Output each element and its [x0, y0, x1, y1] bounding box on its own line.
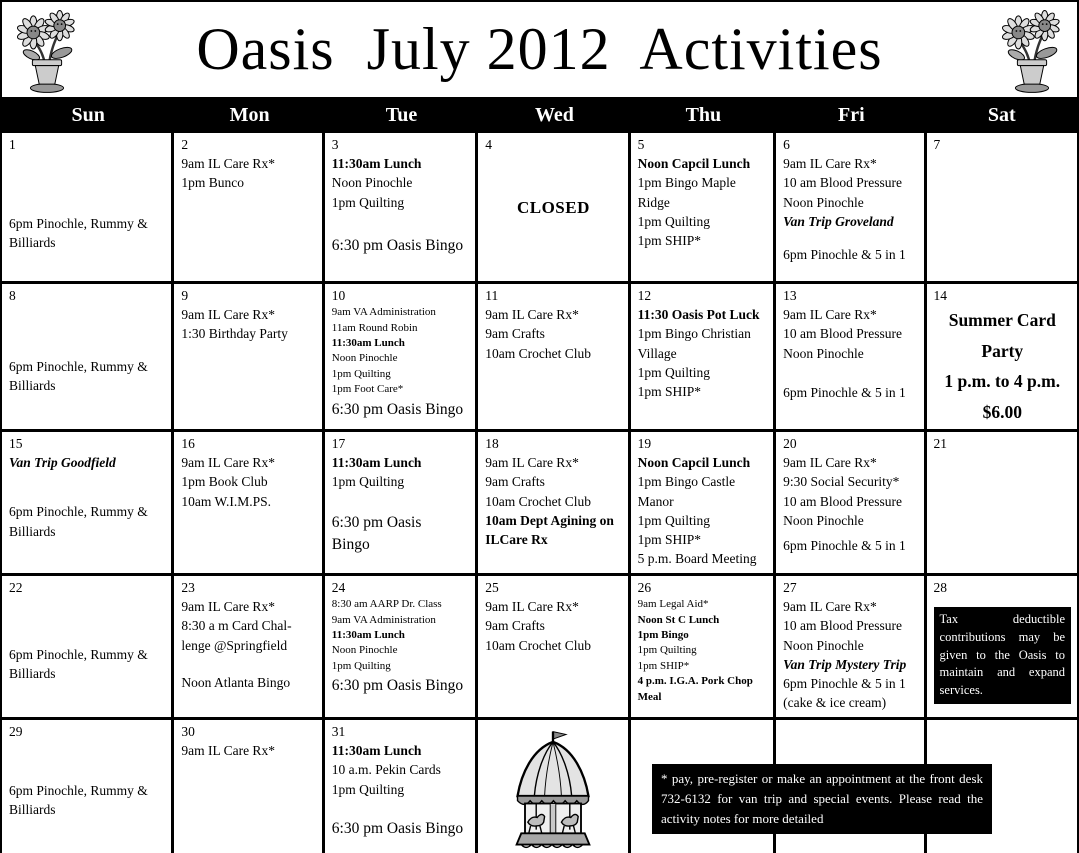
- event: Noon Pinochle: [331, 175, 413, 191]
- event: 1pm Bingo: [637, 629, 689, 641]
- calendar-cell-day-22: [2, 576, 174, 720]
- calendar-cell-day-5: [631, 133, 776, 284]
- calendar-cell-day-6: [776, 133, 926, 284]
- day-number: 27: [783, 580, 797, 595]
- day-number: 2: [181, 137, 189, 152]
- event: 9am IL Care Rx*: [181, 599, 275, 615]
- calendar-cell-day-1: [2, 133, 174, 284]
- event: 6:30 pm Oasis Bingo: [331, 513, 422, 553]
- event: Noon Pinochle: [783, 194, 864, 210]
- event: 6pm Pinochle & 5 in 1: [783, 537, 906, 553]
- event: (cake & ice cream): [783, 695, 887, 710]
- calendar-cell-day-4: [478, 133, 630, 284]
- event: Van Trip Mystery Trip: [783, 656, 907, 672]
- event: 9am IL Care Rx*: [181, 743, 275, 759]
- day-number: 11: [485, 288, 499, 303]
- spacer: [332, 799, 469, 817]
- event: 6pm Pinochle, Rummy & Billiards: [9, 647, 148, 682]
- event: 10 am Blood Pressure: [783, 493, 902, 509]
- event: 1pm SHIP*: [637, 383, 702, 399]
- calendar-cell-day-31: [325, 720, 478, 853]
- event: 6:30 pm Oasis Bingo: [331, 819, 464, 837]
- calendar-cell-day-9: [174, 284, 324, 432]
- calendar-cell-day-8: [2, 284, 174, 432]
- calendar-cell-day-30: [174, 720, 324, 853]
- event: 9am IL Care Rx*: [783, 599, 877, 615]
- event: 1pm Quilting: [331, 367, 391, 380]
- carousel-icon: [485, 727, 621, 852]
- calendar-cell-day-23: [174, 576, 324, 720]
- day-number: 15: [9, 436, 23, 451]
- event: 5 p.m. Board Meeting: [637, 551, 757, 566]
- spacer: [9, 154, 165, 214]
- event: 1pm SHIP*: [637, 232, 702, 248]
- event: 1pm Bingo Castle Manor: [637, 474, 736, 509]
- calendar-cell-day-3: [325, 133, 478, 284]
- event: 1pm Foot Care*: [331, 383, 404, 396]
- event: 9:30 Social Security*: [783, 474, 900, 490]
- calendar-cell-day-28: [927, 576, 1077, 720]
- event: 10 am Blood Pressure: [783, 618, 902, 634]
- event: 9am Legal Aid*: [637, 598, 709, 611]
- spacer: [9, 597, 165, 645]
- day-number: 6: [783, 137, 790, 152]
- day-number: 18: [485, 436, 499, 451]
- day-number: 9: [181, 288, 189, 303]
- event: Noon Pinochle: [331, 352, 398, 365]
- event: 9am IL Care Rx*: [485, 455, 579, 471]
- calendar-cell-day-17: [325, 432, 478, 576]
- event: 9am IL Care Rx*: [783, 455, 877, 471]
- calendar-cell-day-19: [631, 432, 776, 576]
- day-number: 5: [637, 137, 645, 152]
- event: 11:30am Lunch: [331, 629, 405, 641]
- event: 9am Crafts: [485, 474, 545, 490]
- day-number: 14: [933, 288, 948, 303]
- calendar-cell-day-15: [2, 432, 174, 576]
- event: 6:30 pm Oasis Bingo: [331, 677, 464, 695]
- event: 10am W.I.M.PS.: [181, 493, 271, 509]
- event: Van Trip Groveland: [783, 213, 894, 229]
- event: Noon Pinochle: [783, 345, 864, 361]
- event: Noon Pinochle: [331, 644, 398, 657]
- event: 11:30 Oasis Pot Luck: [637, 307, 760, 323]
- weekday-thu: Thu: [685, 103, 722, 126]
- event: 4 p.m. I.G.A. Pork Chop Meal: [637, 675, 753, 703]
- calendar-cell-day-10: [325, 284, 478, 432]
- event: 9am IL Care Rx*: [783, 307, 877, 323]
- event: Noon Capcil Lunch: [637, 156, 751, 172]
- day-number: 19: [637, 436, 652, 451]
- calendar-cell-day-21: [927, 432, 1077, 576]
- day-number: 30: [181, 724, 195, 739]
- calendar-cell-empty-r4c3: [478, 720, 630, 853]
- calendar-grid: [2, 133, 1077, 853]
- event: 6pm Pinochle, Rummy & Billiards: [9, 504, 148, 539]
- event: 10 a.m. Pekin Cards: [331, 762, 441, 778]
- event: 10am Crochet Club: [485, 637, 591, 653]
- event: 1pm Quilting: [331, 194, 405, 210]
- weekday-fri: Fri: [838, 103, 865, 126]
- event: 9am VA Administration: [331, 306, 436, 319]
- event: 1pm Bingo Christian Village: [637, 326, 751, 361]
- event: 9am IL Care Rx*: [485, 599, 579, 615]
- weekday-header-bar: [2, 97, 1077, 133]
- event: CLOSED: [516, 198, 590, 218]
- day-number: 4: [485, 137, 492, 152]
- masthead: [2, 2, 1077, 97]
- event: Tax deductible contributions may be given to the Oasis to maintain and expand services.: [934, 607, 1071, 704]
- event: 10am Crochet Club: [485, 493, 591, 509]
- calendar-cell-day-11: [478, 284, 630, 432]
- event: 1pm Quilting: [637, 644, 697, 657]
- event: 9am IL Care Rx*: [783, 156, 877, 172]
- spacer: [332, 212, 469, 234]
- event: 1:30 Birthday Party: [181, 326, 288, 342]
- event: Noon Pinochle: [783, 512, 864, 528]
- event: 8:30 am AARP Dr. Class: [331, 598, 442, 611]
- event: 6pm Pinochle, Rummy & Billiards: [9, 216, 148, 251]
- page-title: Oasis July 2012 Activities: [196, 16, 883, 82]
- event: 6:30 pm Oasis Bingo: [331, 400, 464, 418]
- day-number: 31: [331, 724, 346, 739]
- event: 9am IL Care Rx*: [181, 455, 275, 471]
- event: 11:30am Lunch: [331, 743, 422, 759]
- spacer: [9, 305, 165, 357]
- carousel-icon: [497, 727, 609, 852]
- event: 9am IL Care Rx*: [485, 307, 579, 323]
- day-number: 7: [933, 137, 941, 152]
- calendar-cell-day-24: [325, 576, 478, 720]
- event: 11:30am Lunch: [331, 455, 422, 471]
- spacer: [783, 363, 917, 383]
- day-number: 12: [637, 288, 652, 303]
- weekday-sat: Sat: [987, 103, 1016, 126]
- event: 10am Dept Agining on ILCare Rx: [485, 512, 614, 547]
- event: Noon St C Lunch: [637, 613, 720, 626]
- day-number: 26: [637, 580, 652, 595]
- event: 11:30am Lunch: [331, 156, 422, 172]
- event: 6:30 pm Oasis Bingo: [331, 236, 464, 254]
- event: 6pm Pinochle & 5 in 1: [783, 675, 906, 691]
- event: 10 am Blood Pressure: [783, 326, 902, 342]
- day-number: 28: [933, 580, 948, 595]
- calendar-cell-day-20: [776, 432, 926, 576]
- event: 9am Crafts: [485, 326, 545, 342]
- event: 9am Crafts: [485, 618, 545, 634]
- event: 6pm Pinochle, Rummy & Billiards: [9, 359, 148, 394]
- event: 1pm Bunco: [181, 175, 244, 191]
- event: 6pm Pinochle, Rummy & Billiards: [9, 783, 148, 818]
- calendar-cell-day-16: [174, 432, 324, 576]
- day-number: 23: [181, 580, 195, 595]
- calendar-cell-day-25: [478, 576, 630, 720]
- event: 1pm Quilting: [637, 213, 711, 229]
- event: Noon Pinochle: [783, 637, 864, 653]
- event: 9am IL Care Rx*: [181, 156, 275, 172]
- calendar-cell-day-27: [776, 576, 926, 720]
- day-number: 25: [485, 580, 499, 595]
- day-number: 3: [331, 137, 339, 152]
- calendar-cell-day-14: [927, 284, 1077, 432]
- event: Van Trip Goodfield: [9, 455, 116, 471]
- event: 9am IL Care Rx*: [181, 307, 275, 323]
- sunflower-pot-icon: [993, 4, 1071, 96]
- day-number: 24: [331, 580, 346, 595]
- day-number: 10: [331, 288, 346, 303]
- event: 1pm Quilting: [331, 474, 405, 490]
- event: 10am Crochet Club: [485, 345, 591, 361]
- calendar-cell-day-7: [927, 133, 1077, 284]
- day-number: 8: [9, 288, 16, 303]
- event: 1pm SHIP*: [637, 531, 702, 547]
- calendar-cell-day-12: [631, 284, 776, 432]
- spacer: [181, 655, 315, 673]
- sunflower-pot-icon: [8, 4, 86, 96]
- event: 10 am Blood Pressure: [783, 175, 902, 191]
- weekday-wed: Wed: [534, 103, 574, 126]
- event: 9am VA Administration: [331, 613, 436, 626]
- event: Noon Capcil Lunch: [637, 455, 751, 471]
- event: Noon Atlanta Bingo: [181, 674, 291, 690]
- event: 1pm Quilting: [331, 781, 405, 797]
- event: 1 p.m. to 4 p.m.: [944, 371, 1061, 392]
- event: 1pm Quilting: [331, 659, 391, 672]
- day-number: 17: [331, 436, 346, 451]
- calendar-cell-day-18: [478, 432, 630, 576]
- weekday-mon: Mon: [229, 103, 270, 126]
- calendar-cell-day-26: [631, 576, 776, 720]
- day-number: 22: [9, 580, 23, 595]
- spacer: [9, 741, 165, 781]
- spacer: [783, 231, 917, 245]
- day-number: 16: [181, 436, 195, 451]
- day-number: 21: [933, 436, 948, 451]
- event: Summer Card Party: [948, 310, 1056, 361]
- event: 6pm Pinochle & 5 in 1: [783, 384, 906, 400]
- event: 1pm Quilting: [637, 512, 711, 528]
- day-number: 13: [783, 288, 797, 303]
- event: 1pm SHIP*: [637, 659, 690, 672]
- day-number: 29: [9, 724, 23, 739]
- event: 11am Round Robin: [331, 321, 418, 334]
- event: $6.00: [982, 402, 1022, 423]
- event: 8:30 a m Card Chal-lenge @Springfield: [181, 618, 292, 653]
- weekday-tue: Tue: [385, 103, 418, 126]
- event: 1pm Book Club: [181, 474, 268, 490]
- day-number: 1: [9, 137, 16, 152]
- calendar-cell-day-29: [2, 720, 174, 853]
- weekday-sun: Sun: [71, 103, 105, 126]
- event: 1pm Bingo Maple Ridge: [637, 175, 736, 210]
- footnote-box: * pay, pre-register or make an appointment at the front desk 732-6132 for van trip and special events. Please read the activity notes for more detailed: [652, 764, 992, 834]
- spacer: [332, 492, 469, 512]
- calendar-cell-day-2: [174, 133, 324, 284]
- spacer: [9, 472, 165, 502]
- calendar-cell-day-13: [776, 284, 926, 432]
- event: 11:30am Lunch: [331, 337, 405, 349]
- day-number: 20: [783, 436, 797, 451]
- event: 6pm Pinochle & 5 in 1: [783, 246, 906, 262]
- event: 1pm Quilting: [637, 364, 711, 380]
